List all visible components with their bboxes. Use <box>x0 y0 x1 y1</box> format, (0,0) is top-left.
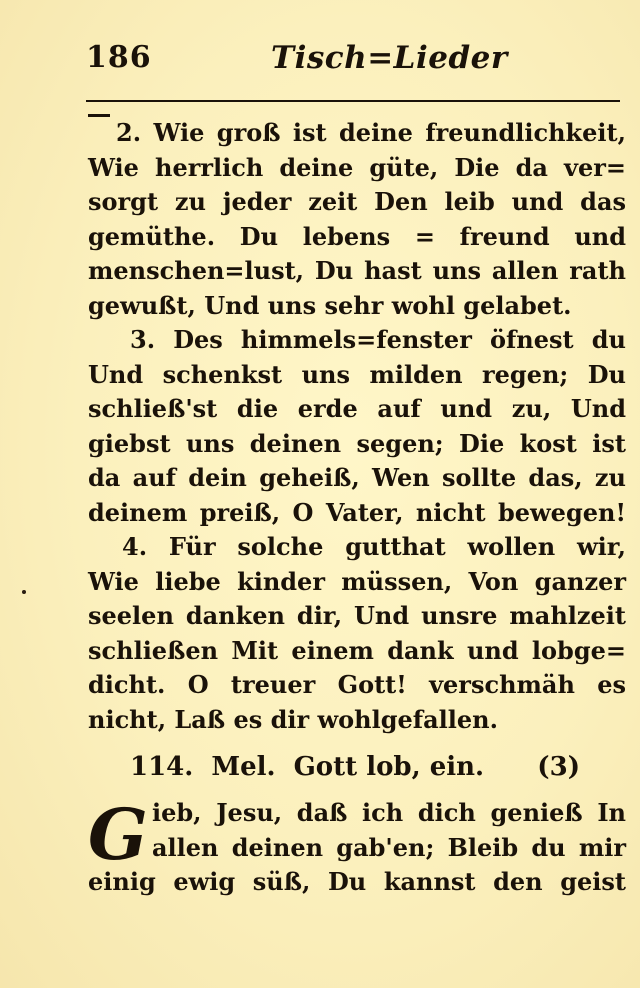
verse-line: nicht, Laß es dir wohlgefallen. <box>88 704 498 734</box>
page-header <box>86 40 631 84</box>
verse-line: dicht. O treuer Gott! verschmäh es <box>88 670 626 699</box>
verse-line: gemüthe. Du lebens = freund und <box>88 221 626 251</box>
verse-line: einig ewig süß, Du kannst den geist <box>88 867 626 896</box>
melody-label: Mel. <box>211 752 276 782</box>
verse-line: da auf dein geheiß, Wen sollte das, zu <box>88 463 626 492</box>
verse-line: schließen Mit einem dank und lobge= <box>88 635 626 665</box>
verse-line: 4. Für solche gutthat wollen wir, <box>122 532 626 561</box>
verse-line: Und schenkst uns milden regen; Du <box>88 359 626 389</box>
verse-line: 3. Des himmels=fenster öfnest du <box>130 325 626 354</box>
verse-3 <box>88 323 626 530</box>
verse-line: allen deinen gab'en; Bleib du mir <box>152 832 626 862</box>
verse-line: seelen danken dir, Und unsre mahlzeit <box>88 601 626 630</box>
header-rule <box>86 100 620 102</box>
melody-tune: Gott lob, ein. <box>293 752 485 782</box>
drop-cap: G <box>88 793 148 876</box>
verse-line: Wie liebe kinder müssen, Von ganzer <box>88 566 626 596</box>
hymn-continued-lines <box>88 865 626 900</box>
verse-2 <box>88 116 626 323</box>
running-title: Tisch=Lieder <box>271 40 508 76</box>
verse-line: ieb, Jesu, daß ich dich genieß In <box>152 798 626 827</box>
verse-line: menschen=lust, Du hast uns allen rath <box>88 256 626 285</box>
verse-line: schließ'st die erde auf und zu, Und <box>88 394 626 423</box>
verse-line: 2. Wie groß ist deine freundlichkeit, <box>116 118 626 147</box>
verse-4 <box>88 530 626 737</box>
verse-line: gewußt, Und uns sehr wohl gelabet. <box>88 290 572 320</box>
verse-count: (3) <box>537 752 580 782</box>
verse-line: deinem preiß, O Vater, nicht bewegen! <box>88 497 626 527</box>
page-number: 186 <box>86 40 152 75</box>
verse-line: sorgt zu jeder zeit Den leib und das <box>88 187 626 216</box>
hymn-heading <box>130 752 590 782</box>
verse-line: Wie herrlich deine güte, Die da ver= <box>88 152 626 182</box>
hymn-number: 114. <box>130 752 194 782</box>
verse-line: giebst uns deinen segen; Die kost ist <box>88 428 626 458</box>
hymn-opening-lines <box>152 796 626 865</box>
paper-speck <box>22 590 26 594</box>
